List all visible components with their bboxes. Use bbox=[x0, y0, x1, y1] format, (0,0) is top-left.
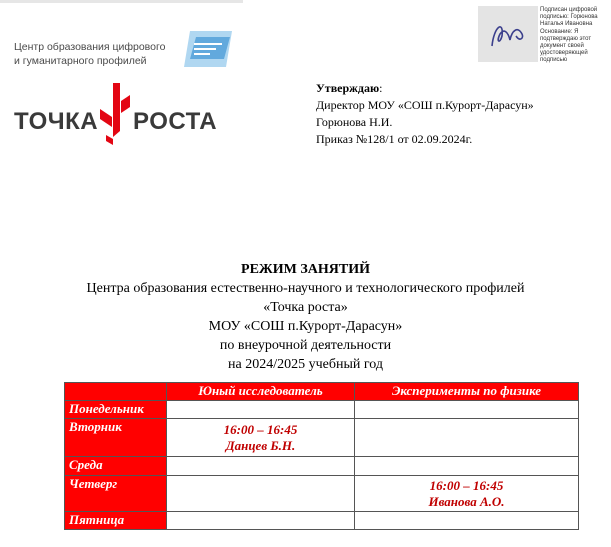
schedule-cell bbox=[355, 457, 579, 476]
table-row bbox=[65, 457, 579, 476]
center-name-line1: Центр образования цифрового bbox=[14, 41, 166, 53]
schedule-table bbox=[64, 382, 579, 530]
schedule-cell: 16:00 – 16:45 Данцев Б.Н. bbox=[167, 419, 355, 457]
approval-position: Директор МОУ «СОШ п.Курорт-Дарасун» bbox=[316, 98, 534, 112]
approval-order: Приказ №128/1 от 02.09.2024г. bbox=[316, 132, 473, 146]
table-row bbox=[65, 401, 579, 419]
schedule-cell bbox=[167, 457, 355, 476]
approval-name: Горюнова Н.И. bbox=[316, 115, 393, 129]
handwritten-signature-icon bbox=[478, 6, 538, 62]
brand-word-right: РОСТА bbox=[133, 108, 218, 135]
approval-label: Утверждаю bbox=[316, 81, 380, 95]
title-line6: на 2024/2025 учебный год bbox=[228, 357, 383, 372]
schedule-cell bbox=[167, 512, 355, 530]
column-header: Юный исследователь bbox=[167, 383, 355, 401]
day-cell: Вторник bbox=[65, 419, 167, 457]
title-line5: по внеурочной деятельности bbox=[219, 338, 392, 353]
sprout-logo-icon bbox=[100, 83, 130, 145]
digital-signature bbox=[478, 6, 608, 64]
day-cell: Пятница bbox=[65, 512, 167, 530]
schedule-cell bbox=[355, 512, 579, 530]
schedule-cell: 16:00 – 16:45 Иванова А.О. bbox=[355, 476, 579, 512]
day-cell: Среда bbox=[65, 457, 167, 476]
center-name-line2: и гуманитарного профилей bbox=[14, 55, 147, 67]
header-logo-area bbox=[0, 0, 243, 150]
schedule-cell bbox=[355, 419, 579, 457]
table-row bbox=[65, 512, 579, 530]
title-line2: Центра образования естественно-научного и технологического профилей bbox=[86, 281, 525, 296]
schedule-cell bbox=[355, 401, 579, 419]
national-project-logo-icon bbox=[182, 29, 234, 73]
column-header: Эксперименты по физике bbox=[355, 383, 579, 401]
column-header bbox=[65, 383, 167, 401]
top-divider bbox=[0, 0, 243, 3]
table-header-row bbox=[65, 383, 579, 401]
schedule-cell bbox=[167, 401, 355, 419]
title-line3: «Точка роста» bbox=[263, 300, 348, 315]
center-name bbox=[14, 40, 189, 68]
table-row bbox=[65, 419, 579, 457]
document-title: РЕЖИМ ЗАНЯТИЙ bbox=[241, 262, 370, 277]
day-cell: Четверг bbox=[65, 476, 167, 512]
schedule-cell bbox=[167, 476, 355, 512]
brand-word-left: ТОЧКА bbox=[14, 108, 99, 135]
approval-block: Утверждаю: Директор МОУ «СОШ п.Курорт-Дарасун» Горюнова Н.И. Приказ №128/1 от 02.09.2024г. bbox=[316, 80, 606, 148]
signature-text: Подписан цифровой подписью: Горюнова Наталья Ивановна Основание: Я подтверждаю этот документ своей удостоверяющей подписью bbox=[540, 7, 598, 64]
day-cell: Понедельник bbox=[65, 401, 167, 419]
title-line4: МОУ «СОШ п.Курорт-Дарасун» bbox=[208, 319, 403, 334]
title-block bbox=[0, 260, 611, 374]
table-row bbox=[65, 476, 579, 512]
